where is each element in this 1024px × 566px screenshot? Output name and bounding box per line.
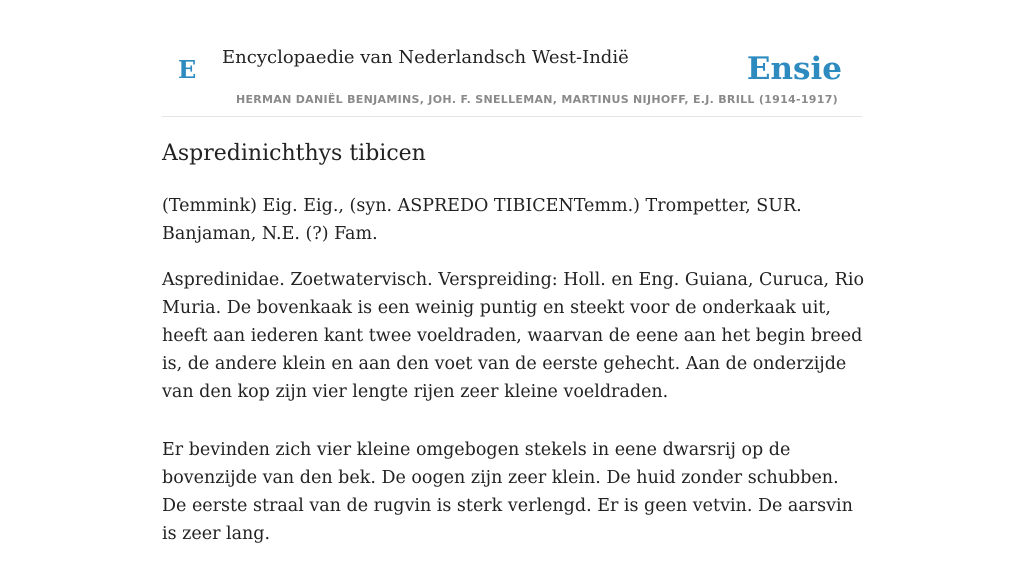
site-logo-mark[interactable]: E — [178, 55, 197, 84]
site-header — [162, 30, 862, 117]
article-content — [162, 138, 866, 566]
article-paragraph-1: (Temmink) Eig. Eig., (syn. ASPREDO TIBICENTemm.) Trompetter, SUR. Banjaman, N.E. (?) Fam. — [162, 196, 802, 244]
entry-title: Aspredinichthys tibicen — [162, 141, 426, 166]
article-paragraph-3: Er bevinden zich vier kleine omgebogen stekels in eene dwarsrij op de bovenzijde van den bek. De oogen zijn zeer klein. De huid zonder schubben. De eerste straal van de rugvin is sterk verlengd. Er is geen vetvin. De aarsvin is zeer lang. — [162, 440, 853, 544]
article-paragraph-2: Aspredinidae. Zoetwatervisch. Verspreiding: Holl. en Eng. Guiana, Curuca, Rio Muria. De bovenkaak is een weinig puntig en steekt voor de onderkaak uit, heeft aan iederen kant twee voeldraden, waarvan de eene aan het begin breed is, de andere klein en aan den voet van de eerste gehecht. Aan de onderzijde van den kop zijn vier lengte rijen zeer kleine voeldraden. — [162, 270, 864, 402]
source-byline: HERMAN DANIËL BENJAMINS, JOH. F. SNELLEMAN, MARTINUS NIJHOFF, E.J. BRILL (1914-1917) — [235, 93, 838, 106]
brand-logo[interactable]: Ensie — [746, 51, 842, 87]
source-title[interactable]: Encyclopaedie van Nederlandsch West-Indië — [222, 47, 629, 68]
